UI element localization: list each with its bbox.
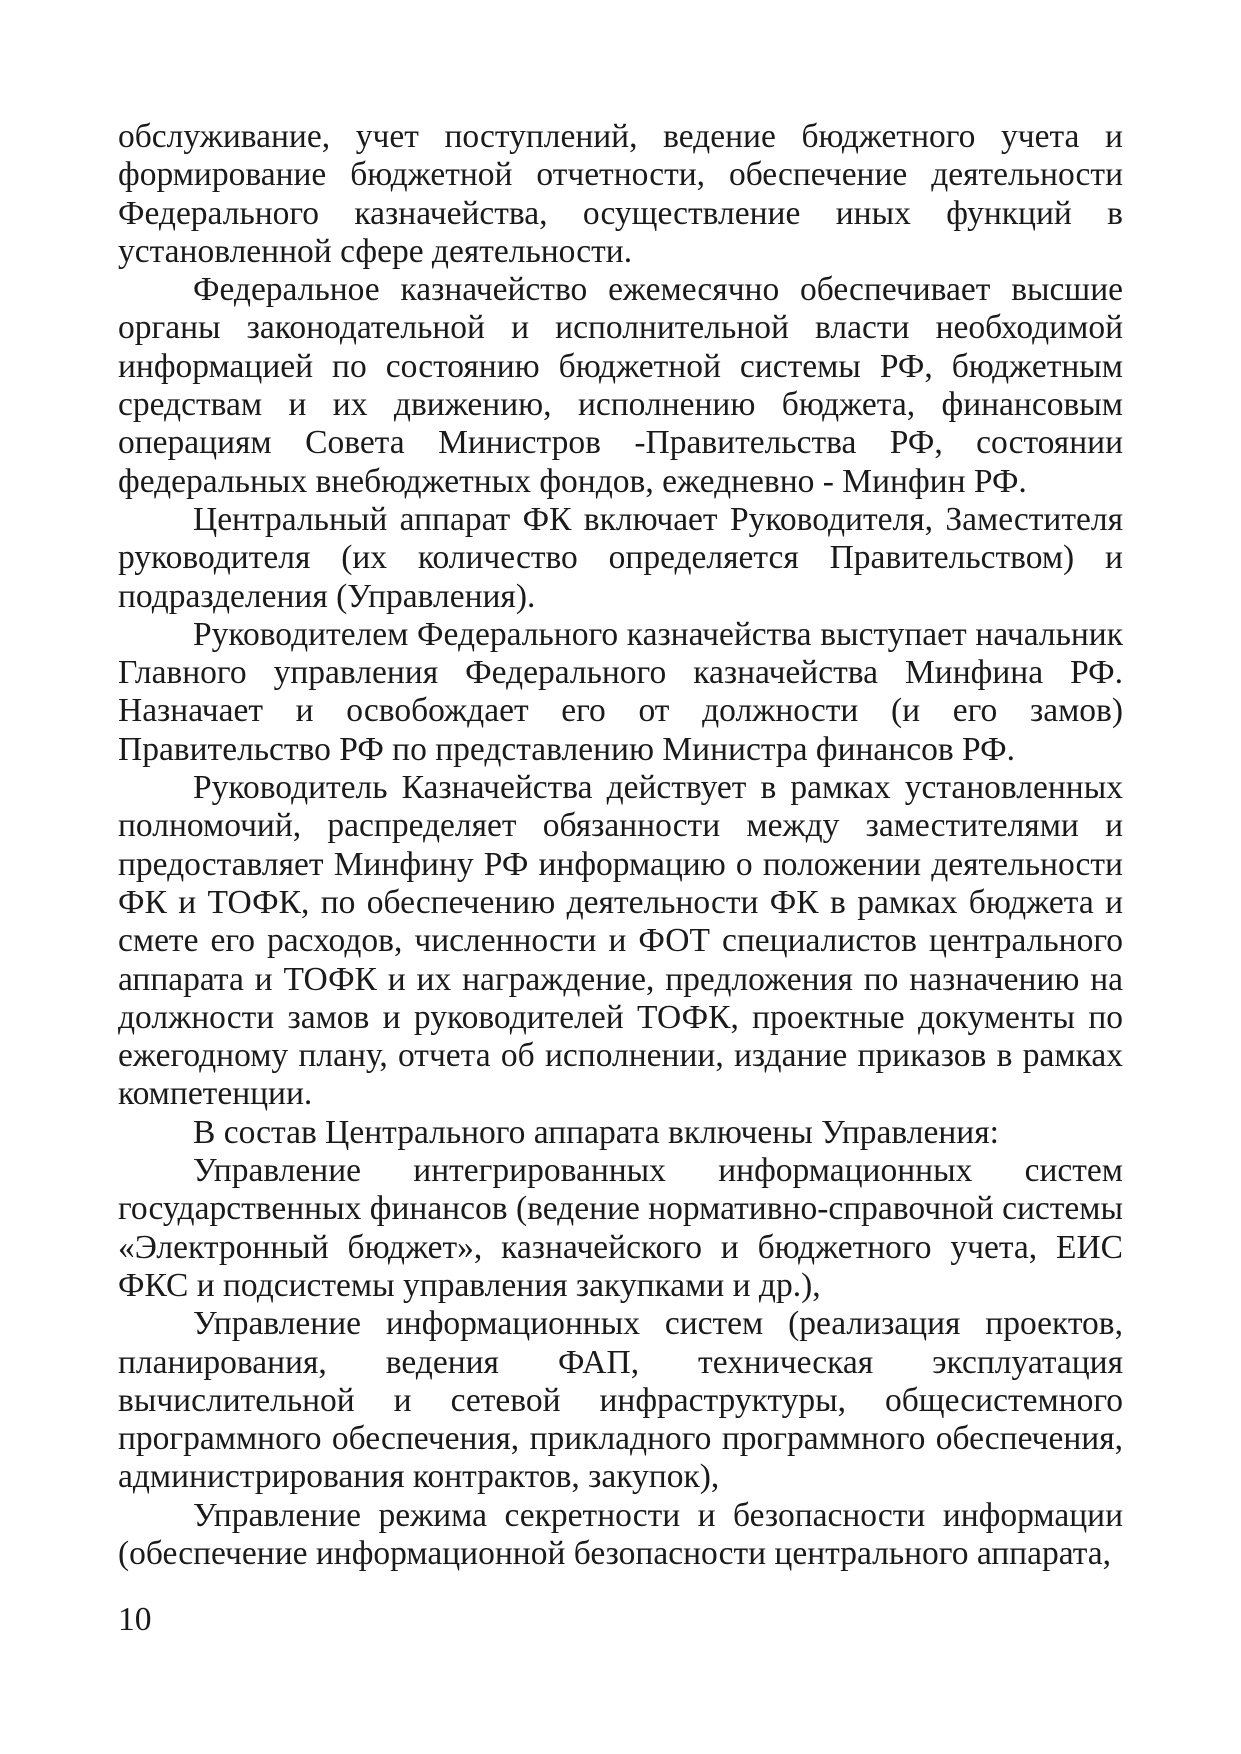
paragraph-central-apparatus: Центральный аппарат ФК включает Руководителя, Заместителя руководителя (их количество определяется Правительством) и подразделения (Управления). [118,500,1123,615]
paragraph-head-duties: Руководитель Казначейства действует в рамках установленных полномочий, распределяет обязанности между заместителями и предоставляет Минфину РФ информацию о положении деятельности ФК и ТОФК, по обеспечению деятельности ФК в рамках бюджета и смете его расходов, численности и ФОТ специалистов центрального аппарата и ТОФК и их награждение, предложения по назначению на должности замов и руководителей ТОФК, проектные документы по ежегодному плану, отчета об исполнении, издание приказов в рамках компетенции. [118,769,1123,1113]
paragraph-head-of-treasury: Руководителем Федерального казначейства выступает начальник Главного управления Федерального казначейства Минфина РФ. Назначает и освобождает его от должности (и его замов) Правительство РФ по представлению Министра финансов РФ. [118,615,1123,768]
page-number: 10 [118,1601,152,1638]
paragraph-is-department: Управление информационных систем (реализация проектов, планирования, ведения ФАП, техническая эксплуатация вычислительной и сетевой инфраструктуры, общесистемного программного обеспечения, прикладного программного обеспечения, администрирования контрактов, закупок), [118,1305,1123,1496]
paragraph-security-department: Управление режима секретности и безопасности информации (обеспечение информационной безопасности центрального аппарата, [118,1496,1123,1572]
paragraph-continuation: обслуживание, учет поступлений, ведение бюджетного учета и формирование бюджетной отчетности, обеспечение деятельности Федерального казначейства, осуществление иных функций в установленной сфере деятельности. [118,118,1123,270]
body-text [118,118,1123,1573]
paragraph-departments-intro: В состав Центрального аппарата включены Управления: [193,1113,999,1151]
paragraph-treasury-reporting: Федеральное казначейство ежемесячно обеспечивает высшие органы законодательной и исполнительной власти необходимой информацией по состоянию бюджетной системы РФ, бюджетным средствам и их движению, исполнению бюджета, финансовым операциям Совета Министров -Правительства РФ, состоянии федеральных внебюджетных фондов, ежедневно - Минфин РФ. [118,271,1123,500]
paragraph-integrated-is-department: Управление интегрированных информационных систем государственных финансов (ведение нормативно-справочной системы «Электронный бюджет», казначейского и бюджетного учета, ЕИС ФКС и подсистемы управления закупками и др.), [118,1152,1123,1304]
